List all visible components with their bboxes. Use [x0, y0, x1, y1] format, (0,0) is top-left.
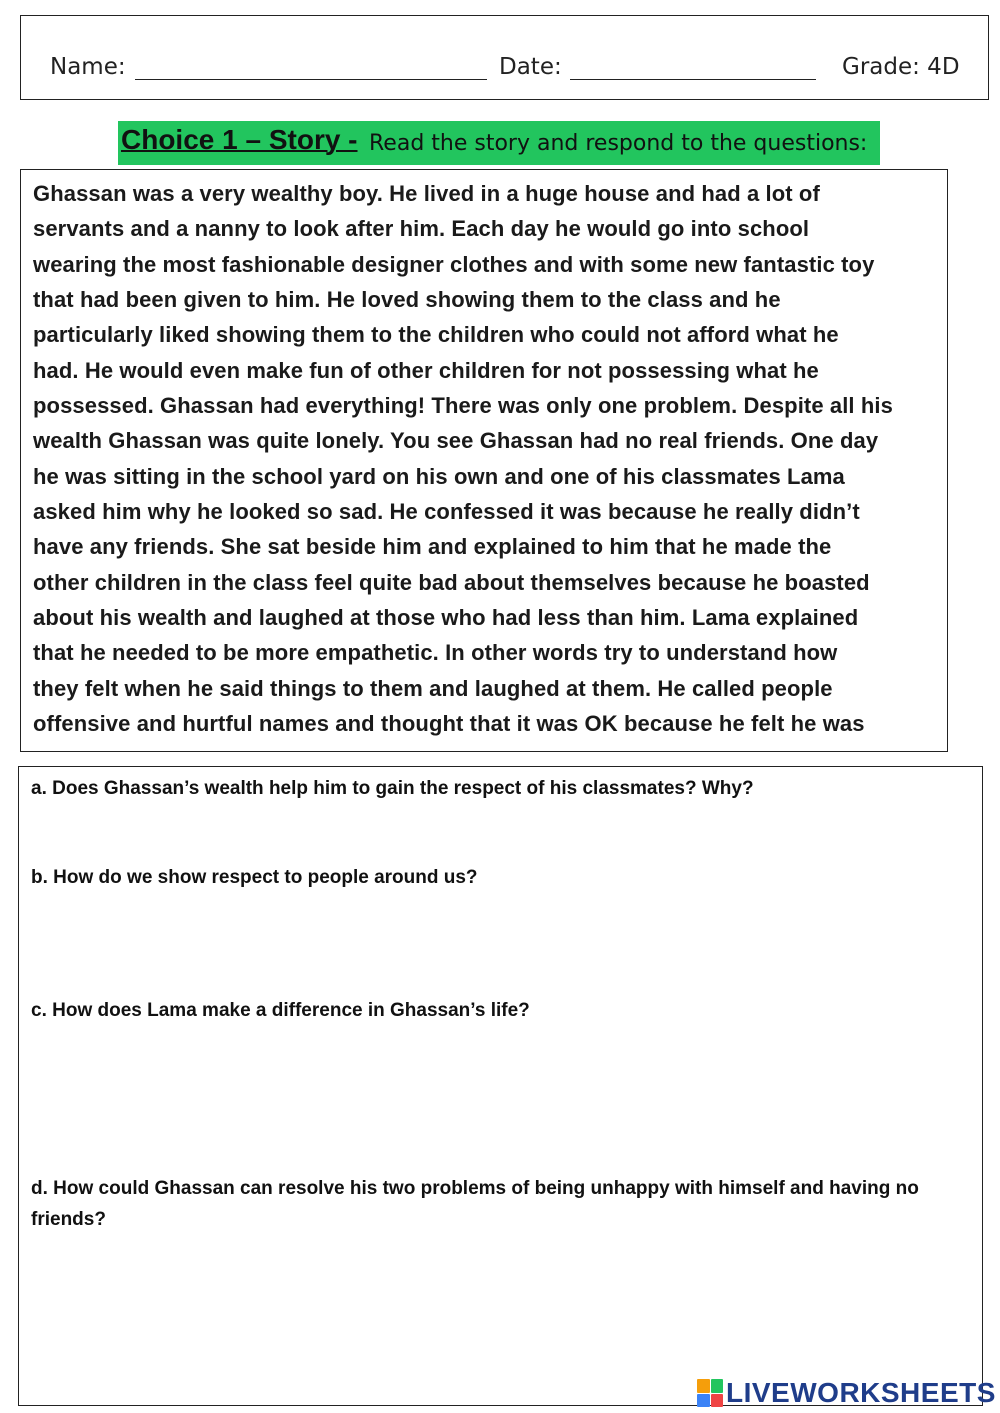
story-line: wealth Ghassan was quite lonely. You see Ghassan had no real friends. One day [33, 428, 879, 453]
student-info-header [20, 15, 989, 100]
story-line: asked him why he looked so sad. He confessed it was because he really didn’t [33, 499, 860, 524]
story-line: that had been given to him. He loved showing them to the class and he [33, 287, 781, 312]
questions-box [18, 766, 983, 1406]
liveworksheets-logo [697, 1377, 996, 1409]
story-line: offensive and hurtful names and thought that it was OK because he felt he was [33, 711, 865, 736]
story-line: that he needed to be more empathetic. In other words try to understand how [33, 640, 838, 665]
story-line: particularly liked showing them to the children who could not afford what he [33, 322, 839, 347]
grade-label: Grade: 4D [842, 54, 960, 80]
story-line: possessed. Ghassan had everything! There was only one problem. Despite all his [33, 393, 893, 418]
question-a: a. Does Ghassan’s wealth help him to gain the respect of his classmates? Why? [31, 778, 754, 799]
date-label: Date: [499, 54, 562, 80]
story-line: about his wealth and laughed at those who had less than him. Lama explained [33, 605, 859, 630]
date-field[interactable] [570, 79, 816, 80]
story-line: have any friends. She sat beside him and explained to him that he made the [33, 534, 832, 559]
name-field[interactable] [135, 79, 487, 80]
title-main: Choice 1 – Story - [121, 124, 358, 155]
story-line: they felt when he said things to them and laughed at them. He called people [33, 676, 833, 701]
title-instruction: Read the story and respond to the questions: [369, 131, 868, 156]
question-d: d. How could Ghassan can resolve his two problems of being unhappy with himself and having no friends? [31, 1178, 919, 1230]
story-line: had. He would even make fun of other children for not possessing what he [33, 358, 819, 383]
story-line: other children in the class feel quite bad about themselves because he boasted [33, 570, 870, 595]
title-banner [118, 121, 880, 165]
question-c: c. How does Lama make a difference in Ghassan’s life? [31, 1000, 530, 1021]
story-line: he was sitting in the school yard on his own and one of his classmates Lama [33, 464, 845, 489]
story-line: servants and a nanny to look after him. Each day he would go into school [33, 216, 810, 241]
logo-text: LIVEWORKSHEETS [726, 1377, 996, 1408]
story-line: Ghassan was a very wealthy boy. He lived in a huge house and had a lot of [33, 181, 820, 206]
name-label: Name: [50, 54, 126, 80]
story-box [20, 169, 948, 752]
story-line: wearing the most fashionable designer clothes and with some new fantastic toy [33, 252, 875, 277]
liveworksheets-mark-icon [697, 1379, 723, 1407]
question-b: b. How do we show respect to people around us? [31, 867, 478, 888]
